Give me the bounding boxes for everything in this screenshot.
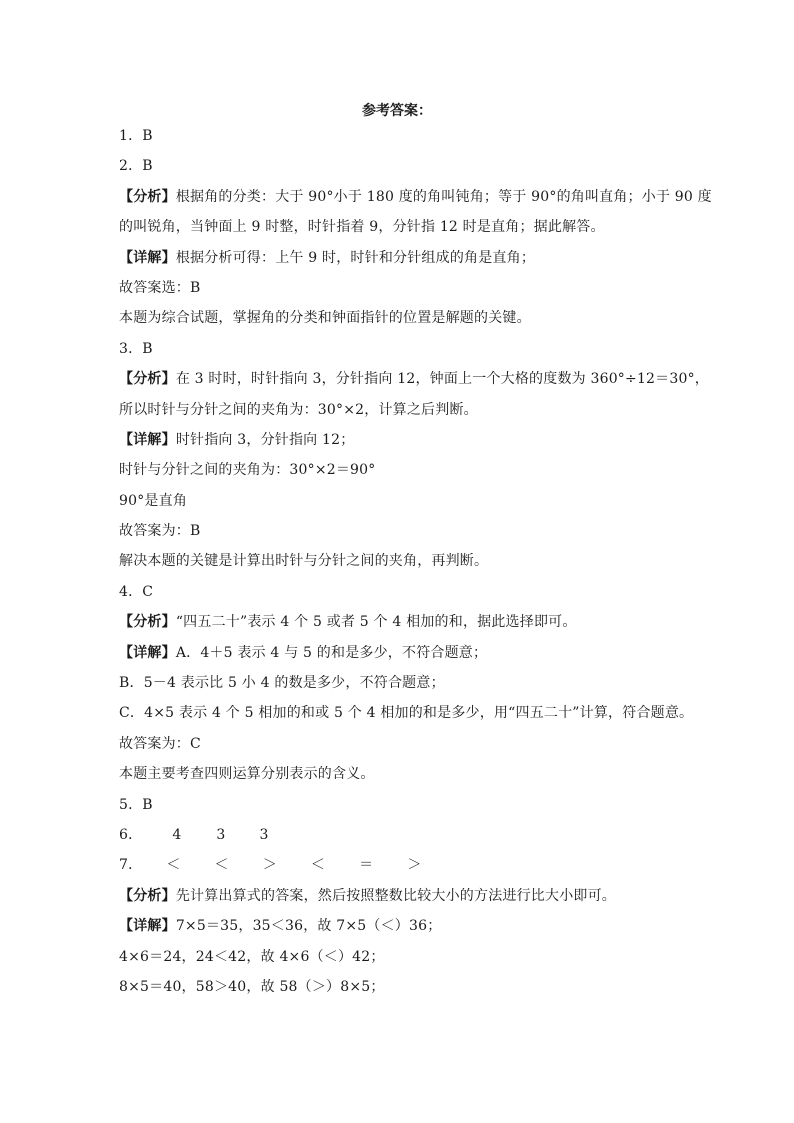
answer-q4: 4．C [119, 583, 154, 600]
answer-body [119, 121, 712, 1002]
q3-detail-line-3: 90°是直角 [119, 492, 188, 509]
q7-answer-3: ＞ [262, 857, 277, 874]
answer-q7 [119, 850, 699, 880]
detail-tag: 【详解】 [119, 431, 176, 448]
q3-analysis-text: 在 3 时时，时针指向 3，分针指向 12，钟面上一个大格的度数为 360°÷12＝30°， [175, 371, 709, 388]
q2-analysis-text: 根据角的分类：大于 90°小于 180 度的角叫钝角；等于 90°的角叫直角；小于 90 度 [175, 188, 712, 205]
analysis-tag: 【分析】 [119, 188, 176, 205]
q3-answer: 故答案为：B [119, 523, 201, 540]
analysis-tag: 【分析】 [119, 371, 176, 388]
q7-analysis-line [119, 881, 699, 911]
q6-answer-3: 3 [259, 826, 269, 843]
q3-detail-line-1 [119, 425, 699, 455]
q6-number: 6． [119, 826, 143, 843]
q7-detail-line-1 [119, 911, 699, 941]
q2-analysis-line-2: 的叫锐角，当钟面上 9 时整，时针指着 9，分针指 12 时是直角；据此解答。 [119, 219, 605, 236]
page-title: 参考答案： [362, 103, 432, 119]
q7-answer-4: ＜ [310, 857, 326, 874]
analysis-tag: 【分析】 [119, 887, 176, 904]
q3-summary: 解决本题的关键是计算出时针与分针之间的夹角，再判断。 [119, 553, 489, 570]
q2-answer: 故答案选：B [119, 279, 201, 296]
q7-answer-2: ＜ [214, 857, 229, 874]
q3-analysis-line-2: 所以时针与分针之间的夹角为：30°×2，计算之后判断。 [119, 401, 478, 418]
q4-detail-line-b: B．5－4 表示比 5 小 4 的数是多少，不符合题意； [119, 675, 445, 692]
q6-answer-2: 3 [216, 826, 226, 843]
q4-analysis-line [119, 607, 699, 637]
q4-detail-line-c: C．4×5 表示 4 个 5 相加的和或 5 个 4 相加的和是多少，用“四五二十”计算，符合题意。 [119, 705, 694, 722]
analysis-tag: 【分析】 [119, 614, 176, 631]
q4-detail-line-a [119, 638, 699, 668]
q7-answer-5: ＝ [359, 857, 374, 874]
q7-analysis-text: 先计算出算式的答案，然后按照整数比较大小的方法进行比大小即可。 [175, 887, 617, 904]
detail-tag: 【详解】 [119, 644, 176, 661]
q3-analysis-line-1 [119, 364, 709, 394]
detail-tag: 【详解】 [119, 918, 176, 935]
q7-detail-line-3: 8×5＝40，58＞40，故 58（＞）8×5； [119, 978, 385, 995]
answer-q2: 2．B [119, 158, 153, 175]
q4-answer: 故答案为：C [119, 735, 201, 752]
q4-summary: 本题主要考查四则运算分别表示的含义。 [119, 766, 375, 783]
q7-detail-text: 7×5＝35，35＜36，故 7×5（＜）36； [175, 918, 442, 935]
q2-detail-text: 根据分析可得：上午 9 时，时针和分针组成的角是直角； [175, 249, 536, 266]
answer-q3: 3．B [119, 340, 153, 357]
q7-detail-line-2: 4×6＝24，24＜42，故 4×6（＜）42； [119, 948, 385, 965]
q3-detail-line-2: 时针与分针之间的夹角为：30°×2＝90° [119, 462, 376, 479]
q3-detail-text: 时针指向 3，分针指向 12； [175, 431, 355, 448]
q4-analysis-text: “四五二十”表示 4 个 5 或者 5 个 4 相加的和，据此选择即可。 [175, 614, 577, 631]
answer-q1: 1．B [119, 128, 153, 144]
q2-detail-line [119, 243, 699, 273]
q6-answer-1: 4 [172, 826, 182, 843]
q2-analysis-line-1 [119, 182, 712, 212]
answer-q5: 5．B [119, 796, 153, 813]
detail-tag: 【详解】 [119, 249, 176, 266]
q2-summary: 本题为综合试题，掌握角的分类和钟面指针的位置是解题的关键。 [119, 310, 531, 327]
q7-answer-1: ＜ [166, 857, 181, 874]
answer-q6 [119, 820, 699, 850]
q7-answer-6: ＞ [407, 857, 422, 874]
q7-number: 7． [119, 857, 143, 874]
q4-detail-a-text: A．4＋5 表示 4 与 5 的和是多少，不符合题意； [175, 644, 488, 661]
